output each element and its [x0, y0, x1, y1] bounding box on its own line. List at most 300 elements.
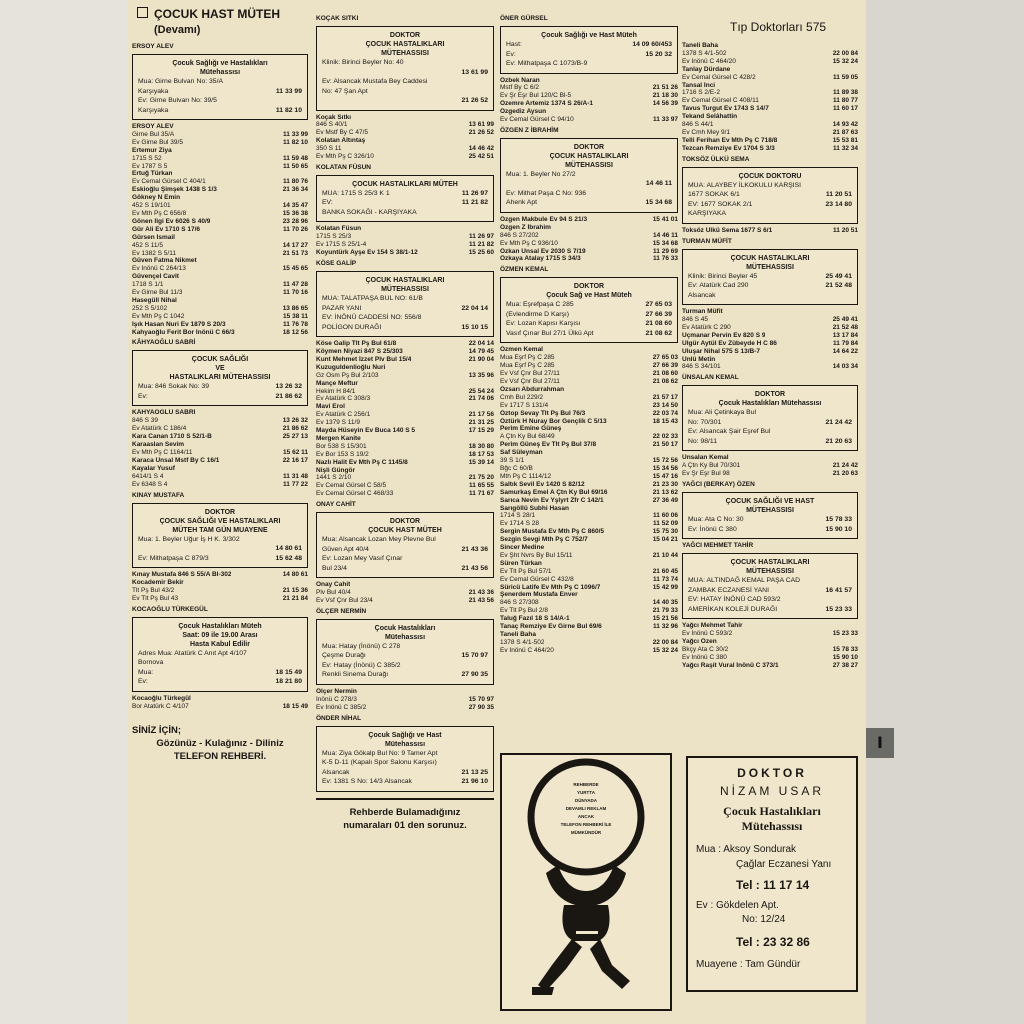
listing-phone: 13 61 99 [466, 121, 494, 129]
listing-row [500, 240, 678, 248]
listing-row [132, 186, 308, 194]
listing-name: Özkan Ünsal Ev 2030 S 7/19 [500, 247, 586, 255]
box-line [138, 87, 302, 97]
box-line [506, 300, 672, 310]
listing-row [316, 225, 494, 233]
box-line [138, 677, 302, 687]
listing-row [500, 232, 678, 240]
listing-row [132, 265, 308, 273]
listing-row [682, 332, 858, 340]
listing-name: Kınay Mustafa 846 S 55/A Bl-302 [132, 571, 232, 579]
box-title: ÇOCUK HASTALIKLARI [365, 41, 445, 48]
box-line [322, 554, 488, 564]
listing-phone: 21 08 62 [650, 378, 678, 386]
listing-row [500, 248, 678, 256]
listing-row [500, 370, 678, 378]
telephone-directory-ad [500, 753, 672, 1011]
box-line-phone: 21 86 62 [275, 392, 302, 400]
listing-name: Ev Mth Pş C 1042 [132, 312, 185, 320]
listing-row [316, 688, 494, 696]
listing-phone: 15 25 60 [466, 249, 494, 257]
listing-phone: 15 38 11 [280, 313, 308, 321]
listing-row [500, 489, 678, 497]
listing-row [132, 449, 308, 457]
box-title: DOKTOR [204, 508, 236, 516]
listing-row [316, 589, 494, 597]
listing-phone: 15 21 56 [650, 615, 678, 623]
listing-row [316, 249, 494, 257]
listing-name: Kahyaoğlu Ferit Bor İnönü C 66/3 [132, 328, 235, 336]
listing-name: 846 S 27/308 [500, 599, 539, 607]
listing-row [132, 281, 308, 289]
listing-phone: 15 39 14 [466, 459, 494, 467]
listing-phone: 21 86 62 [280, 425, 308, 433]
listing-phone: 11 60 17 [830, 105, 858, 113]
listing-name: Ölçer Nermin [316, 687, 357, 695]
box-line-text: No: 98/11 [688, 437, 717, 445]
box-title: MÜTEHASSISI [746, 568, 794, 576]
listing-name: 1378 S 4/1-502 [500, 638, 545, 646]
box-title: ÇOCUK SAĞLIĞI VE HASTALIKLARI [159, 517, 281, 525]
listing-phone: 22 04 14 [466, 340, 494, 348]
box-line [322, 68, 488, 78]
listing-phone: 18 30 80 [466, 443, 494, 451]
listing-row [500, 441, 678, 449]
listing-phone: 15 34 68 [650, 240, 678, 248]
listing-row [682, 58, 858, 66]
box-line-phone: 27 65 03 [645, 301, 672, 309]
listing-phone: 11 65 55 [466, 482, 494, 490]
listing-row [682, 105, 858, 113]
listing-row [500, 631, 678, 639]
listing-row [316, 356, 494, 364]
listing-name: Kuzuguldenlioğlu Nuri [316, 363, 386, 371]
box-title: DOKTOR [389, 32, 421, 39]
listing-row [316, 435, 494, 443]
listing-name: Turman Müfit [682, 308, 723, 316]
box-line-text: Renkli Sinema Durağı [322, 671, 389, 679]
listing-name: Sergin Mustafa Ev Mth Pş C 860/5 [500, 528, 605, 536]
listing-name: Ev Şr Eşr Bul 98 [682, 470, 730, 478]
listing-name: 846 S 44/1 [682, 121, 714, 129]
listing-row [316, 348, 494, 356]
listing-row [682, 66, 858, 74]
listing-row [132, 139, 308, 147]
listing-name: Perim Emine Güneş [500, 425, 562, 433]
listing-row [500, 544, 678, 552]
listing-phone: 25 42 51 [466, 153, 494, 161]
listing-row [500, 224, 678, 232]
listing-name: 6414/1 S 4 [132, 472, 164, 480]
listing-phone: 11 59 05 [830, 74, 858, 82]
listing-name: 452 S 19/101 [132, 202, 171, 210]
listing-name: 1378 S 4/1-502 [682, 49, 727, 57]
listing-name: Ev İnönü C 264/13 [132, 265, 186, 273]
listing-row [316, 233, 494, 241]
box-line-text: Ev: İnönü C 380 [688, 525, 737, 533]
listing-row [316, 145, 494, 153]
listing-row [500, 481, 678, 489]
listing-row [500, 576, 678, 584]
listing-phone: 23 14 50 [650, 402, 678, 410]
listing-phone: 11 31 48 [280, 473, 308, 481]
listing-row [500, 100, 678, 108]
globe-ad-line: DEVAMLI REKLAM [565, 806, 607, 811]
listing-phone: 17 15 29 [466, 427, 494, 435]
listing-phone: 15 75 30 [650, 528, 678, 536]
box-line [138, 554, 302, 564]
listing-phone: 18 17 53 [466, 451, 494, 459]
box-line [688, 586, 852, 596]
section-label: TOKSÖZ ÜLKÜ SEMA [682, 155, 750, 163]
listing-row [316, 372, 494, 380]
listing-name: Mavi Erol [316, 403, 345, 411]
listing-row [682, 470, 858, 478]
listing-name: 846 S 34/101 [682, 363, 721, 371]
box-line-phone: 27 66 39 [645, 310, 672, 318]
box-line [322, 651, 488, 661]
box-title: ÇOCUK HAST MÜTEH [368, 527, 442, 535]
listing-phone: 11 26 97 [466, 233, 494, 241]
listing-row [316, 419, 494, 427]
listing-phone: 13 26 32 [280, 417, 308, 425]
box-line-text: Mua: Ziya Gökalp Bul No: 9 Tamer Apt [322, 749, 438, 757]
listing-phone: 11 77 22 [280, 481, 308, 489]
listing-name: Tanlay Dürdane [682, 65, 731, 73]
listing-row [316, 474, 494, 482]
listing-row [682, 363, 858, 371]
listing-row [132, 210, 308, 218]
box-line [322, 670, 488, 680]
listing-box [682, 553, 858, 619]
listing-phone: 25 27 13 [280, 433, 308, 441]
listing-name: Ev 6348 S 4 [132, 480, 168, 488]
listing-phone: 22 00 84 [830, 50, 858, 58]
box-line-text: Ev: [138, 678, 148, 686]
listing-name: Toksöz Ülkü Sema 1677 S 6/1 [682, 226, 773, 234]
listing-phone: 15 04 21 [650, 536, 678, 544]
ad-specialty: Çocuk Hastalıkları [723, 804, 821, 818]
listing-name: Özgen Makbule Ev 94 S 21/3 [500, 215, 588, 223]
box-line [688, 576, 852, 586]
listing-row [500, 560, 678, 568]
listing-phone: 15 90 10 [830, 654, 858, 662]
listing-box [316, 512, 494, 578]
listing-phone: 21 52 48 [830, 324, 858, 332]
box-title: MÜTEHASSISI [746, 263, 794, 271]
listing-phone: 11 80 77 [830, 97, 858, 105]
listing-name: Ev Mth Pş C 1164/11 [132, 449, 193, 456]
listing-name: Yağcı Özen [682, 637, 717, 645]
box-line-phone: 15 10 15 [461, 323, 488, 331]
listing-name: Özemre Artemiz 1374 S 26/A-1 [500, 100, 593, 108]
listing-name: Kocaoğlu Türkegül [132, 694, 191, 702]
listing-phone: 21 79 33 [650, 607, 678, 615]
listing-row [500, 528, 678, 536]
listing-row [682, 145, 858, 153]
box-line-text: EV: 1677 SOKAK 2/1 [688, 200, 753, 208]
box-line-text: Ev: Lozan Kapısı Karşısı [506, 320, 581, 328]
listing-row [500, 255, 678, 263]
box-title: MÜTEHASSISI [381, 286, 429, 294]
listing-name: Özbek Naran [500, 76, 540, 84]
ad-doctor-name: NİZAM USAR [719, 784, 824, 798]
listing-name: Gökney N Emin [132, 194, 181, 202]
listing-phone: 14 46 11 [650, 232, 678, 240]
section-label: KINAY MUSTAFA [132, 491, 185, 499]
box-title: DOKTOR [754, 391, 786, 399]
listing-row [500, 84, 678, 92]
box-line [138, 77, 302, 87]
listing-row [132, 131, 308, 139]
section-label: KÖSE GALİP [316, 260, 357, 268]
box-line [688, 291, 852, 301]
section-label: YAĞCI (BERKAY) ÖZEN [682, 481, 755, 489]
listing-row [500, 615, 678, 623]
listing-phone: 15 36 38 [280, 210, 308, 218]
listing-phone: 14 56 39 [650, 100, 678, 108]
listing-phone: 21 57 17 [650, 394, 678, 402]
listing-name: Tlt Pş Bul 43/2 [132, 586, 175, 594]
listing-row [500, 599, 678, 607]
listing-name: Ev İnönü C 380 [682, 653, 727, 661]
listing-row [500, 402, 678, 410]
listing-row [500, 465, 678, 473]
listing-phone: 25 49 41 [830, 316, 858, 324]
listing-name: Nazlı Halit Ev Mth Pş C 1145/8 [316, 458, 408, 466]
box-title: Çocuk Hastalıkları [374, 624, 436, 632]
listing-name: Ev Cemal Gürsel C 404/1 [132, 178, 206, 186]
section-title: ÇOCUK HAST MÜTEH [154, 7, 280, 21]
box-line-phone: 14 46 11 [645, 180, 672, 188]
listing-row [132, 473, 308, 481]
listing-row [500, 116, 678, 124]
listing-phone: 11 52 09 [650, 520, 678, 528]
box-line [506, 198, 672, 208]
listing-name: Sarıgöllü Subhi Hasan [500, 504, 569, 512]
listing-phone: 21 36 34 [280, 186, 308, 194]
box-title: Çocuk Sağlığı ve Hast [368, 731, 442, 739]
listing-name: Özkaya Atalay 1715 S 34/3 [500, 255, 581, 263]
listing-row [500, 520, 678, 528]
box-line-phone: 21 43 36 [461, 545, 488, 553]
box-line [322, 777, 488, 787]
listing-row [682, 662, 858, 670]
listing-row [132, 587, 308, 595]
box-line [322, 77, 488, 87]
listing-row [682, 74, 858, 82]
box-line [322, 642, 488, 652]
listing-name: Ev Vsf Çnr Bul 27/11 [500, 378, 560, 385]
box-line [688, 515, 852, 525]
listing-row [682, 638, 858, 646]
box-title: VE [215, 365, 225, 373]
listing-phone: 21 31 25 [466, 419, 494, 427]
listing-name: Ülgür Aytül Ev Zübeyde H C 86 [682, 339, 777, 347]
listing-box [316, 271, 494, 337]
listing-name: Ünlü Metin [682, 355, 716, 363]
listing-phone: 14 35 47 [280, 202, 308, 210]
listing-name: Ev İnönü C 385/2 [316, 703, 367, 711]
listing-name: Hekim H 84/1 [316, 387, 356, 395]
listing-box [132, 503, 308, 569]
box-line [688, 209, 852, 219]
listing-name: Ev Tlt Pş Bul 2/8 [500, 607, 548, 615]
listing-row [132, 250, 308, 258]
box-line-text: Mua: Alsancak Lozan Mey Plevne Bul [322, 536, 436, 544]
listing-name: Mayda Hüseyin Ev Buca 140 S 5 [316, 427, 415, 435]
listing-name: Bğc C 60/B [500, 464, 533, 472]
box-line-text: Mua: Hatay (İnönü) C 278 [322, 642, 401, 650]
box-line-text: Vasıf Çınar Bul 27/1 Ülkü Apt [506, 329, 594, 337]
listing-row [316, 451, 494, 459]
listing-phone: 14 80 61 [280, 571, 308, 579]
listing-row [316, 696, 494, 704]
listing-name: Ev Cemal Gürsel C 94/10 [500, 116, 574, 124]
box-line-phone: 21 26 52 [461, 97, 488, 104]
listing-row [132, 123, 308, 131]
listing-name: Güven Fatma Nikmet [132, 257, 197, 265]
globe-ad-line: REHBERDE [573, 782, 599, 787]
box-line-phone: 23 14 80 [825, 200, 852, 208]
globe-ad-line: ANCAK [577, 814, 595, 819]
box-line-text: Ev: Mithatpaşa C 879/3 [138, 554, 209, 562]
box-line-phone: 14 09 60/453 [632, 41, 672, 48]
listing-name: Karaca Ünsal Mstf By C 16/1 [132, 456, 220, 464]
listing-row [132, 441, 308, 449]
box-line-phone: 15 20 32 [645, 50, 672, 58]
box-line [688, 181, 852, 191]
listing-name: Özgen Z İbrahim [500, 223, 551, 231]
listing-row [682, 227, 858, 235]
listing-box [682, 492, 858, 539]
box-title: ÇOCUK HASTALIKLARI [730, 254, 810, 262]
listing-name: Tanaç Remziye Ev Girne Bul 69/6 [500, 623, 602, 631]
listing-row [500, 568, 678, 576]
listing-row [132, 465, 308, 473]
left-background [0, 0, 128, 1024]
listing-name: Tansal İnci [682, 81, 716, 89]
box-line-text: POLİGON DURAĞI [322, 323, 382, 331]
box-line-phone: 15 90 10 [825, 525, 852, 533]
listing-name: Tezcan Remziye Ev 1704 S 3/3 [682, 144, 775, 152]
box-line-text: Bul 23/4 [322, 564, 347, 572]
listing-name: Kayalar Yusuf [132, 464, 175, 472]
ad-clinic-address: Mua : Aksoy Sondurak [696, 844, 797, 855]
box-line [506, 310, 672, 320]
box-line [138, 96, 302, 106]
page-tab-marker: I [866, 728, 894, 758]
section-label: KOCAOĞLU TÜRKEGÜL [132, 605, 208, 613]
box-line-text: Bornova [138, 659, 164, 667]
box-line-phone: 15 70 97 [461, 652, 488, 660]
listing-phone: 11 76 78 [280, 321, 308, 329]
footer-line: SİNİZ İÇİN; [132, 725, 182, 737]
listing-row [500, 386, 678, 394]
listing-row [132, 703, 308, 711]
listing-name: KÂHYAOĞLU SABRİ [132, 409, 196, 417]
listing-box [316, 726, 494, 792]
listing-name: Ev Bor 153 S 19/2 [316, 450, 369, 458]
box-line-phone: 18 15 49 [275, 668, 302, 676]
listing-row [500, 497, 678, 505]
listing-phone: 21 90 04 [466, 356, 494, 364]
box-line-text: Ev: Atatürk Cad 290 [688, 282, 749, 290]
box-line-phone: 21 13 25 [461, 768, 488, 776]
listing-name: Mançe Meftur [316, 379, 358, 387]
listing-name: A Çtn Ky Bul 68/49 [500, 433, 555, 441]
listing-row [500, 473, 678, 481]
box-line [322, 749, 488, 759]
section-label: ÖNER GÜRSEL [500, 15, 548, 22]
listing-row [316, 443, 494, 451]
listing-phone: 11 82 10 [280, 139, 308, 147]
listing-name: Ev Cemal Gürsel C 58/5 [316, 482, 387, 490]
box-line-phone: 27 90 35 [461, 671, 488, 679]
listing-name: Ev Tlt Pş Bul 57/1 [500, 567, 552, 575]
listing-name: Ev Cmh Mey 9/1 [682, 128, 731, 136]
listing-phone: 11 20 51 [830, 227, 858, 235]
box-title: Mütehassısı [199, 69, 241, 76]
box-title: ÇOCUK HASTALIKLARI [365, 277, 445, 285]
listing-row [500, 536, 678, 544]
listing-phone: 21 43 56 [466, 597, 494, 605]
box-line [506, 189, 672, 199]
listing-row [500, 108, 678, 116]
listing-row [316, 490, 494, 498]
listing-phone: 27 66 39 [650, 362, 678, 370]
listing-row [132, 425, 308, 433]
listing-row [316, 153, 494, 161]
listing-row [316, 403, 494, 411]
ad-doctor-label: DOKTOR [737, 766, 807, 780]
listing-name: Kolatan Füsun [316, 225, 362, 233]
listing-name: Ev Mth Pş C 936/10 [500, 239, 558, 247]
box-line-text: Klinik: Birinci Beyler 45 [688, 272, 758, 280]
listing-row [316, 411, 494, 419]
listing-name: 1441 S 2/10 [316, 474, 352, 482]
listing-phone: 27 38 27 [830, 662, 858, 670]
listing-row [682, 121, 858, 129]
listing-row [132, 178, 308, 186]
box-line-text: 1677 SOKAK 6/1 [688, 191, 740, 199]
box-line-text: KARŞIYAKA [688, 210, 727, 218]
box-line [138, 106, 302, 116]
listing-row [132, 257, 308, 265]
listing-name: Sezgin Sevgi Mth Pş C 752/7 [500, 536, 588, 544]
box-line-text: EV: [322, 199, 333, 207]
listing-row [500, 362, 678, 370]
box-line-text: Ev: [506, 50, 516, 58]
box-line-phone: 15 34 68 [645, 199, 672, 207]
box-line-text: No: 47 Şan Apt [322, 87, 368, 95]
listing-box [682, 167, 858, 224]
listing-row [132, 695, 308, 703]
listing-name: Kunt Mehmet İzzet Plv Bul 15/4 [316, 355, 412, 363]
listing-row [500, 394, 678, 402]
listing-row [316, 395, 494, 403]
box-title: MÜTEH TAM GÜN MUAYENE [172, 526, 268, 534]
listing-row [132, 218, 308, 226]
ad-home-address: Ev : Gökdelen Apt. [696, 900, 779, 911]
listing-name: 846 S 27/202 [500, 231, 539, 239]
listing-phone: 11 60 06 [650, 512, 678, 520]
listing-phone: 27 65 03 [650, 354, 678, 362]
box-line-phone: 13 61 99 [461, 68, 488, 76]
listing-phone: 15 41 01 [650, 216, 678, 224]
right-background [866, 0, 1024, 1024]
listing-row [500, 457, 678, 465]
